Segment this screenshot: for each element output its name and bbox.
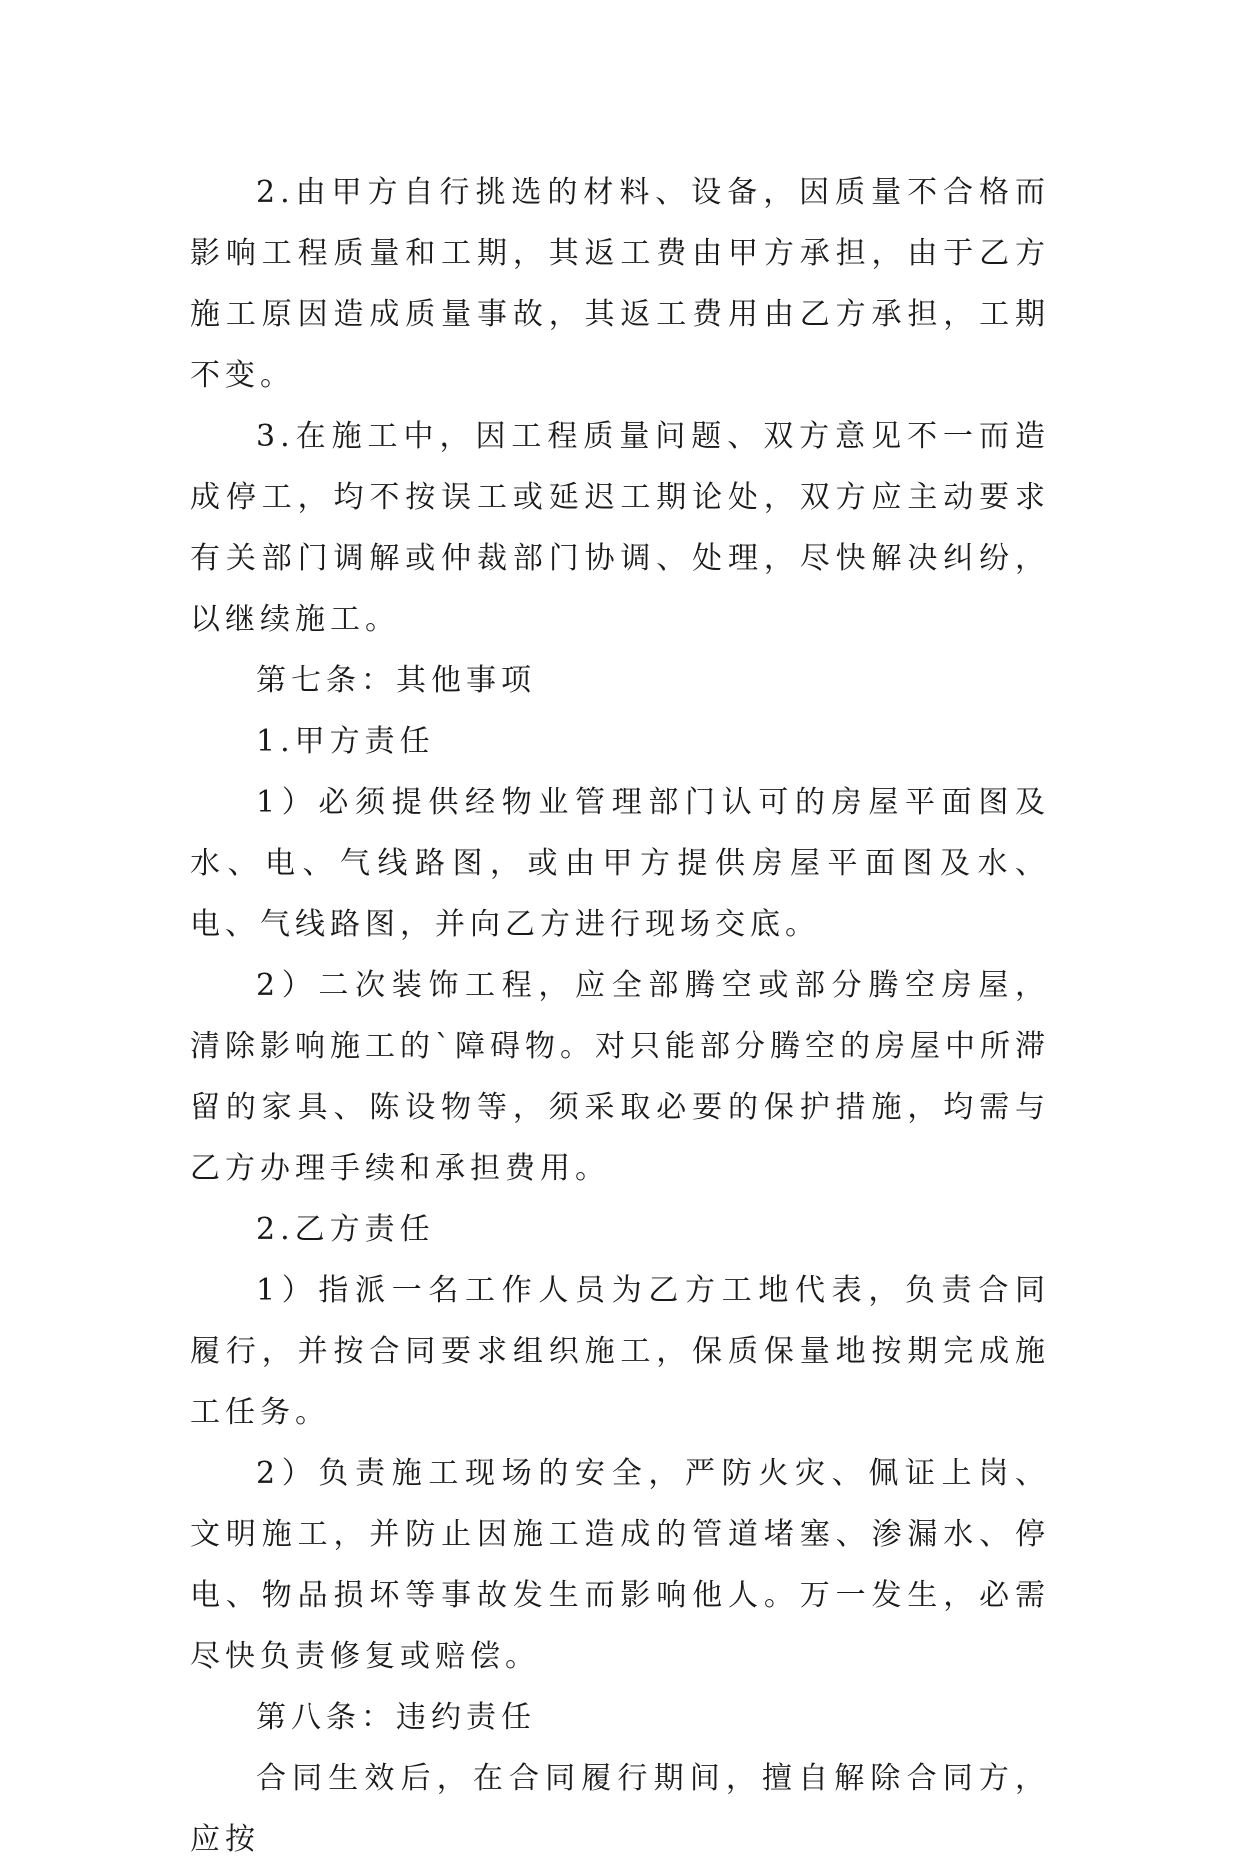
document-body <box>190 162 1050 1870</box>
section-heading-article-8: 第八条：违约责任 <box>256 1700 536 1735</box>
paragraph-party-a-duty-1: 1）必须提供经物业管理部门认可的房屋平面图及水、电、气线路图，或由甲方提供房屋平面图及水、电、气线路图，并向乙方进行现场交底。 <box>190 785 1050 942</box>
subheading-party-a-duties: 1.甲方责任 <box>256 724 435 759</box>
paragraph-material-quality: 2.由甲方自行挑选的材料、设备，因质量不合格而影响工程质量和工期，其返工费由甲方承担，由于乙方施工原因造成质量事故，其返工费用由乙方承担，工期不变。 <box>190 175 1050 393</box>
subheading-party-b-duties: 2.乙方责任 <box>256 1212 435 1247</box>
paragraph-construction-dispute: 3.在施工中，因工程质量问题、双方意见不一而造成停工，均不按误工或延迟工期论处，双方应主动要求有关部门调解或仲裁部门协调、处理，尽快解决纠纷，以继续施工。 <box>190 419 1050 637</box>
paragraph-breach-liability: 合同生效后，在合同履行期间，擅自解除合同方，应按 <box>190 1761 1050 1857</box>
paragraph-party-b-duty-2: 2）负责施工现场的安全，严防火灾、佩证上岗、文明施工，并防止因施工造成的管道堵塞、渗漏水、停电、物品损坏等事故发生而影响他人。万一发生，必需尽快负责修复或赔偿。 <box>190 1456 1050 1674</box>
section-heading-article-7: 第七条：其他事项 <box>256 663 536 698</box>
paragraph-party-a-duty-2: 2）二次装饰工程，应全部腾空或部分腾空房屋，清除影响施工的`障碍物。对只能部分腾空的房屋中所滞留的家具、陈设物等，须采取必要的保护措施，均需与乙方办理手续和承担费用。 <box>190 968 1050 1186</box>
paragraph-party-b-duty-1: 1）指派一名工作人员为乙方工地代表，负责合同履行，并按合同要求组织施工，保质保量地按期完成施工任务。 <box>190 1273 1050 1430</box>
